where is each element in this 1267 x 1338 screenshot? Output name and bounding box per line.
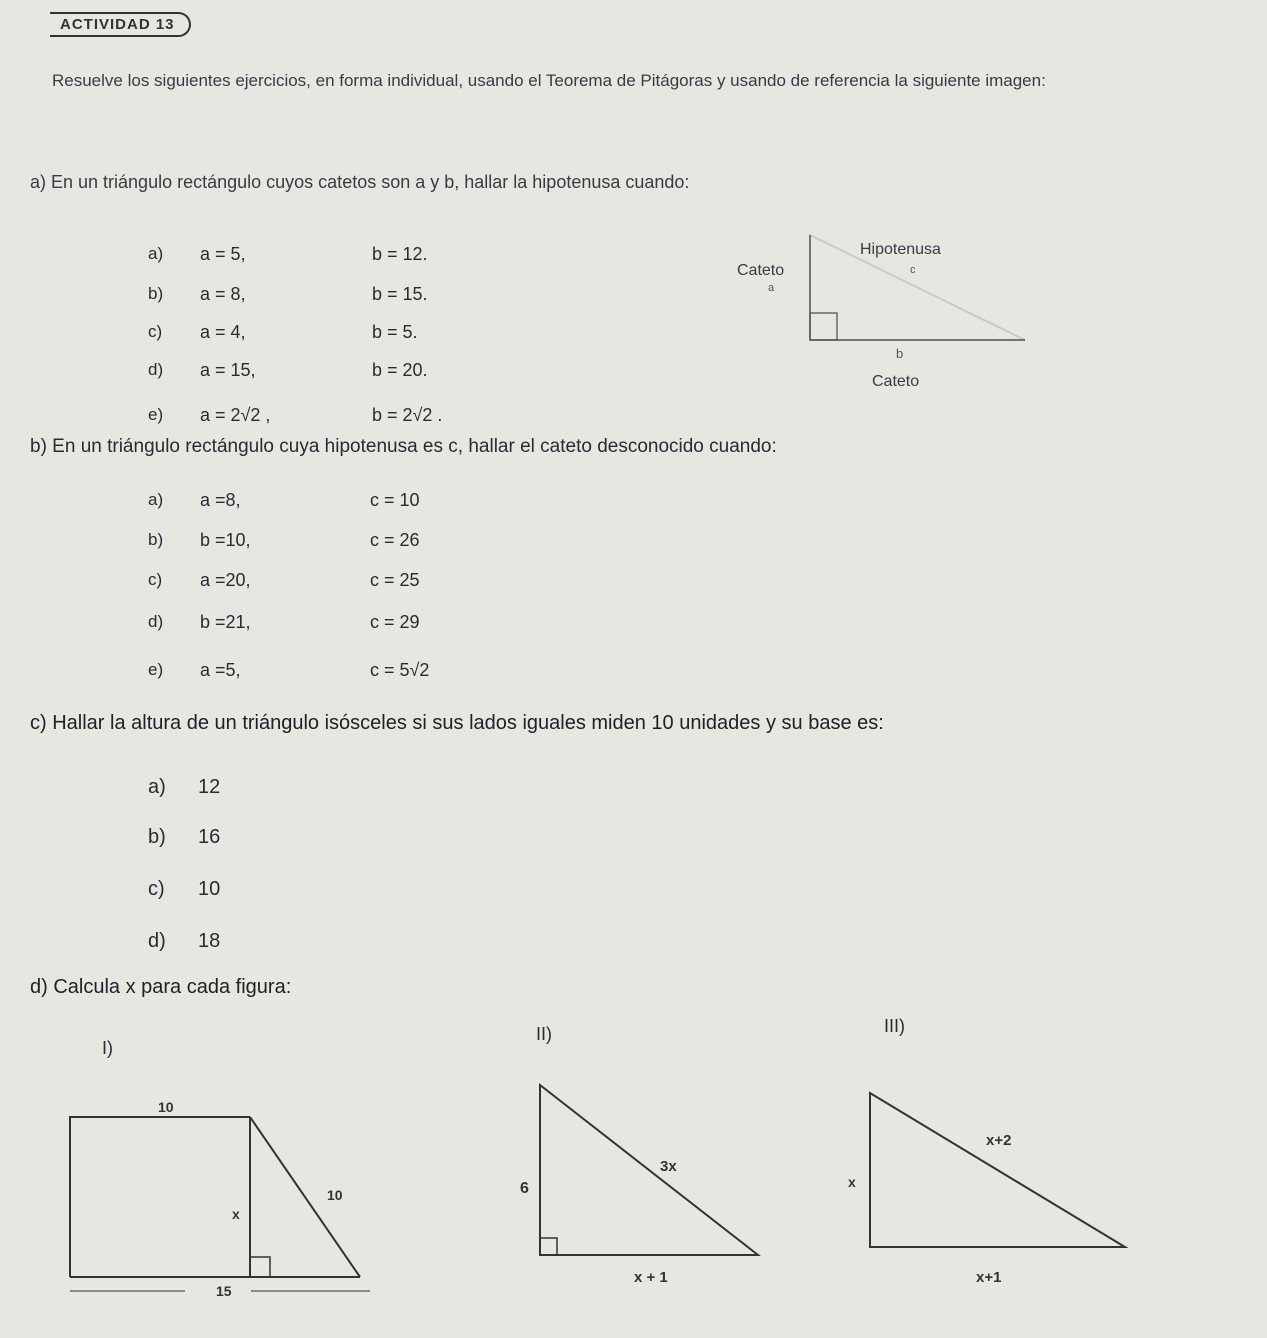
figure-2-hypotenuse: 3x xyxy=(660,1158,677,1175)
section-c-item-label: c) xyxy=(148,878,165,900)
activity-badge: ACTIVIDAD 13 xyxy=(50,12,191,37)
section-c-item-label: a) xyxy=(148,776,166,798)
section-b-item-first: a =20, xyxy=(200,570,251,590)
section-b-item-second: c = 26 xyxy=(370,530,420,550)
section-a-item-first: a = 2√2 , xyxy=(200,405,271,425)
section-b-item-label: c) xyxy=(148,570,163,589)
figure-3-horizontal-leg: x+1 xyxy=(976,1269,1002,1286)
section-a-item-label: e) xyxy=(148,405,164,424)
figure-3-vertical-leg: x xyxy=(848,1174,856,1190)
section-a-item-second: b = 20. xyxy=(372,360,428,380)
section-a-item-label: c) xyxy=(148,322,163,341)
section-a-item-second: b = 15. xyxy=(372,284,428,304)
section-a-item-label: b) xyxy=(148,284,164,303)
horizontal-leg-var: b xyxy=(896,346,904,361)
figure-1-trapezoid xyxy=(55,1090,385,1305)
section-a-item-label: a) xyxy=(148,244,164,263)
hypotenuse-label: Hipotenusa xyxy=(860,241,941,258)
section-b-title: b) En un triángulo rectángulo cuya hipotenusa es c, hallar el cateto desconocido cuando: xyxy=(30,436,777,457)
figure-2-triangle xyxy=(510,1075,770,1290)
section-a-item-first: a = 15, xyxy=(200,360,256,380)
figure-3-hypotenuse: x+2 xyxy=(986,1132,1012,1149)
section-c-item-value: 18 xyxy=(198,930,221,952)
section-b-item-first: b =21, xyxy=(200,612,251,632)
section-a-item-second: b = 12. xyxy=(372,244,428,264)
vertical-leg-var: a xyxy=(768,282,775,294)
figure-3-label: III) xyxy=(884,1016,905,1036)
section-a-title: a) En un triángulo rectángulo cuyos catetos son a y b, hallar la hipotenusa cuando: xyxy=(30,172,690,192)
section-b-item-label: a) xyxy=(148,490,164,509)
section-c-item-value: 12 xyxy=(198,776,221,798)
figure-1-slant-label: 10 xyxy=(327,1187,343,1203)
section-a-item-first: a = 4, xyxy=(200,322,246,342)
hypotenuse-var: c xyxy=(910,264,916,276)
section-b-item-label: d) xyxy=(148,612,164,631)
figure-3-triangle xyxy=(850,1085,1140,1305)
figure-1-top-label: 10 xyxy=(158,1099,174,1115)
section-b-item-first: a =5, xyxy=(200,660,241,680)
section-b-item-first: a =8, xyxy=(200,490,241,510)
reference-triangle-diagram xyxy=(730,225,1050,395)
vertical-leg-label: Cateto xyxy=(737,262,785,279)
figure-1-height-label: x xyxy=(232,1206,240,1222)
section-c-item-label: b) xyxy=(148,826,166,848)
section-a-item-second: b = 5. xyxy=(372,322,418,342)
section-b-item-second: c = 25 xyxy=(370,570,420,590)
figure-1-label: I) xyxy=(102,1038,113,1058)
section-b-item-label: e) xyxy=(148,660,164,679)
figure-2-horizontal-leg: x + 1 xyxy=(634,1269,668,1286)
section-c-item-value: 16 xyxy=(198,826,221,848)
section-b-item-label: b) xyxy=(148,530,164,549)
section-a-item-first: a = 5, xyxy=(200,244,246,264)
horizontal-leg-label: Cateto xyxy=(872,373,920,390)
intro-text: Resuelve los siguientes ejercicios, en forma individual, usando el Teorema de Pitágoras y usando de referencia la siguiente imagen: xyxy=(52,71,1046,90)
section-b-item-second: c = 5√2 xyxy=(370,660,430,680)
section-c-item-value: 10 xyxy=(198,878,221,900)
figure-2-label: II) xyxy=(536,1024,552,1044)
section-c-item-label: d) xyxy=(148,930,166,952)
section-c-title: c) Hallar la altura de un triángulo isósceles si sus lados iguales miden 10 unidades y su base es: xyxy=(30,712,884,734)
figure-1-base-label: 15 xyxy=(216,1283,232,1299)
section-b-item-second: c = 10 xyxy=(370,490,420,510)
figure-2-vertical-leg: 6 xyxy=(520,1180,529,1197)
section-a-item-first: a = 8, xyxy=(200,284,246,304)
section-b-item-second: c = 29 xyxy=(370,612,420,632)
section-a-item-second: b = 2√2 . xyxy=(372,405,443,425)
section-b-item-first: b =10, xyxy=(200,530,251,550)
section-d-title: d) Calcula x para cada figura: xyxy=(30,976,292,998)
section-a-item-label: d) xyxy=(148,360,164,379)
